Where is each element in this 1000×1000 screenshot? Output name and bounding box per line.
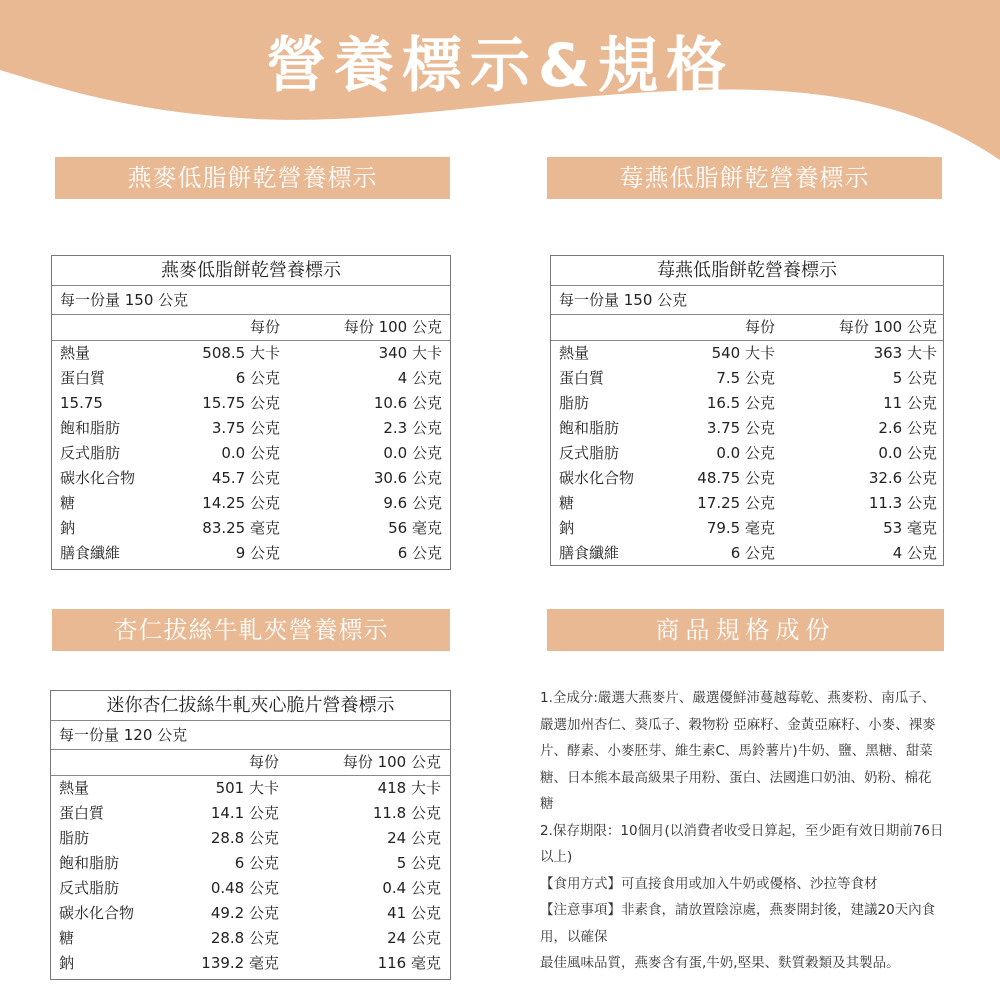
per-serving-value: 79.5 毫克	[706, 519, 775, 537]
per-serving-value: 3.75 公克	[211, 419, 280, 437]
spec-line: 以上)	[540, 849, 573, 865]
column-header-per-100g: 每份 100 公克	[838, 318, 937, 336]
per-serving-value: 14.1 公克	[210, 804, 279, 822]
nutrient-name: 蛋白質	[60, 369, 106, 387]
column-header-per-serving: 每份	[249, 318, 280, 336]
per-100g-value: 32.6 公克	[868, 469, 937, 487]
table-row	[52, 391, 450, 416]
per-serving-value: 139.2 毫克	[201, 954, 279, 972]
nutrient-name: 反式脂肪	[60, 444, 121, 462]
per-100g-value: 0.0 公克	[383, 444, 442, 462]
per-100g-value: 53 毫克	[883, 519, 937, 537]
column-header-per-100g: 每份 100 公克	[342, 753, 441, 771]
per-100g-value: 5 公克	[892, 369, 937, 387]
table-row	[551, 491, 943, 516]
per-100g-value: 11 公克	[883, 394, 937, 412]
almond-section-heading: 杏仁拔絲牛軋夾營養標示	[52, 609, 450, 651]
table-row	[51, 926, 450, 951]
per-serving-value: 540 大卡	[711, 344, 775, 362]
nutrient-name: 反式脂肪	[559, 444, 620, 462]
spec-line: 糖	[540, 796, 554, 812]
table-row	[51, 801, 450, 826]
table-header-row	[51, 750, 450, 776]
per-serving-value: 6 公克	[234, 854, 279, 872]
table-row	[551, 466, 943, 491]
per-serving-value: 14.25 公克	[202, 494, 280, 512]
per-100g-value: 30.6 公克	[373, 469, 442, 487]
per-serving-value: 45.7 公克	[211, 469, 280, 487]
table-row	[52, 516, 450, 541]
nutrient-name: 蛋白質	[59, 804, 105, 822]
table-row	[51, 826, 450, 851]
per-serving-value: 0.48 公克	[210, 879, 279, 897]
nutrient-name: 熱量	[59, 779, 90, 797]
nutrient-name: 糖	[59, 929, 75, 947]
table-row	[551, 441, 943, 466]
per-serving-value: 6 公克	[235, 369, 280, 387]
per-serving-value: 49.2 公克	[210, 904, 279, 922]
table-row	[551, 341, 943, 366]
nutrient-name: 膳食纖維	[559, 544, 620, 562]
table-row	[551, 391, 943, 416]
oat-nutrition-table	[51, 255, 451, 570]
table-row	[551, 516, 943, 541]
per-100g-value: 2.3 公克	[383, 419, 442, 437]
per-serving-value: 9 公克	[235, 544, 280, 562]
table-row	[551, 416, 943, 441]
berry-section-heading: 莓燕低脂餅乾營養標示	[547, 157, 942, 199]
table-row	[51, 851, 450, 876]
serving-size: 每一份量 150 公克	[52, 286, 450, 315]
per-100g-value: 116 毫克	[377, 954, 441, 972]
nutrient-name: 糖	[60, 494, 76, 512]
berry-nutrition-table	[550, 255, 944, 566]
table-row	[52, 491, 450, 516]
nutrient-name: 碳水化合物	[559, 469, 635, 487]
nutrient-name: 蛋白質	[559, 369, 605, 387]
per-100g-value: 0.0 公克	[878, 444, 937, 462]
per-100g-value: 6 公克	[397, 544, 442, 562]
table-row	[52, 466, 450, 491]
column-header-per-serving: 每份	[248, 753, 279, 771]
spec-line: 糖、日本熊本最高級果子用粉、蛋白、法國進口奶油、奶粉、棉花	[540, 769, 932, 786]
oat-section-heading: 燕麥低脂餅乾營養標示	[55, 157, 450, 199]
per-serving-value: 6 公克	[730, 544, 775, 562]
table-row	[51, 876, 450, 901]
spec-line: 用，以確保	[540, 928, 608, 945]
nutrient-name: 脂肪	[559, 394, 590, 412]
spec-line: 【注意事項】非素食，請放置陰涼處，燕麥開封後，建議20天內食	[540, 902, 936, 918]
per-100g-value: 363 大卡	[873, 344, 937, 362]
nutrient-name: 鈉	[60, 519, 76, 537]
serving-size: 每一份量 120 公克	[51, 721, 450, 750]
nutrient-name: 碳水化合物	[59, 904, 135, 922]
table-title: 莓燕低脂餅乾營養標示	[551, 256, 943, 286]
nutrient-name: 飽和脂肪	[59, 854, 120, 872]
nutrient-name: 糖	[559, 494, 575, 512]
nutrient-name: 鈉	[559, 519, 575, 537]
nutrient-name: 碳水化合物	[60, 469, 136, 487]
column-header-per-100g: 每份 100 公克	[343, 318, 442, 336]
spec-ingredients-text	[540, 685, 960, 977]
spec-line: 1.全成分:嚴選大燕麥片、嚴選優鮮沛蔓越莓乾、燕麥粉、南瓜子、	[540, 690, 936, 706]
table-row	[551, 541, 943, 566]
per-100g-value: 340 大卡	[378, 344, 442, 362]
nutrient-name: 熱量	[559, 344, 590, 362]
table-row	[52, 441, 450, 466]
table-title: 燕麥低脂餅乾營養標示	[52, 256, 450, 286]
nutrient-name: 熱量	[60, 344, 91, 362]
nutrient-name: 反式脂肪	[59, 879, 120, 897]
nutrient-name: 脂肪	[59, 829, 90, 847]
per-serving-value: 16.5 公克	[706, 394, 775, 412]
per-serving-value: 17.25 公克	[697, 494, 775, 512]
per-serving-value: 15.75 公克	[202, 394, 280, 412]
table-row	[52, 541, 450, 566]
spec-line: 嚴選加州杏仁、葵瓜子、穀物粉 亞麻籽、金黃亞麻籽、小麥、裸麥	[540, 716, 936, 733]
per-100g-value: 2.6 公克	[878, 419, 937, 437]
per-100g-value: 10.6 公克	[373, 394, 442, 412]
per-100g-value: 4 公克	[892, 544, 937, 562]
per-serving-value: 48.75 公克	[697, 469, 775, 487]
per-serving-value: 501 大卡	[215, 779, 279, 797]
table-header-row	[551, 315, 943, 341]
per-100g-value: 56 毫克	[388, 519, 442, 537]
nutrient-name: 飽和脂肪	[60, 419, 121, 437]
per-100g-value: 24 公克	[387, 829, 441, 847]
spec-line: 片、酵素、小麥胚芽、維生素C、馬鈴薯片)牛奶、鹽、黑糖、甜菜	[540, 743, 933, 759]
column-header-per-serving: 每份	[744, 318, 775, 336]
spec-line: 最佳風味品質，燕麥含有蛋,牛奶,堅果、麩質穀類及其製品。	[540, 955, 900, 971]
table-row	[551, 366, 943, 391]
table-row	[52, 366, 450, 391]
table-row	[51, 776, 450, 801]
nutrient-name: 15.75	[60, 394, 103, 412]
serving-size: 每一份量 150 公克	[551, 286, 943, 315]
per-serving-value: 7.5 公克	[716, 369, 775, 387]
nutrient-name: 飽和脂肪	[559, 419, 620, 437]
nutrient-name: 膳食纖維	[60, 544, 121, 562]
almond-nutrition-table	[50, 690, 451, 980]
nutrient-name: 鈉	[59, 954, 75, 972]
table-row	[52, 416, 450, 441]
per-serving-value: 28.8 公克	[210, 929, 279, 947]
header-banner	[0, 0, 1000, 175]
table-row	[51, 951, 450, 976]
page-title: 營養標示&規格	[265, 31, 735, 101]
spec-line: 【食用方式】可直接食用或加入牛奶或優格、沙拉等食材	[540, 875, 878, 892]
per-serving-value: 28.8 公克	[210, 829, 279, 847]
per-100g-value: 5 公克	[396, 854, 441, 872]
per-100g-value: 41 公克	[387, 904, 441, 922]
table-row	[52, 341, 450, 366]
per-100g-value: 0.4 公克	[382, 879, 441, 897]
per-serving-value: 83.25 毫克	[202, 519, 280, 537]
per-100g-value: 418 大卡	[377, 779, 441, 797]
per-serving-value: 0.0 公克	[716, 444, 775, 462]
spec-section-heading: 商品規格成份	[547, 609, 944, 651]
per-serving-value: 3.75 公克	[706, 419, 775, 437]
per-serving-value: 0.0 公克	[221, 444, 280, 462]
per-100g-value: 11.3 公克	[868, 494, 937, 512]
per-100g-value: 4 公克	[397, 369, 442, 387]
table-title: 迷你杏仁拔絲牛軋夾心脆片營養標示	[51, 691, 450, 721]
per-100g-value: 24 公克	[387, 929, 441, 947]
table-header-row	[52, 315, 450, 341]
per-100g-value: 11.8 公克	[372, 804, 441, 822]
table-row	[51, 901, 450, 926]
spec-line: 2.保存期限：10個月(以消費者收受日算起，至少距有效日期前76日	[540, 822, 944, 839]
per-100g-value: 9.6 公克	[383, 494, 442, 512]
per-serving-value: 508.5 大卡	[202, 344, 280, 362]
